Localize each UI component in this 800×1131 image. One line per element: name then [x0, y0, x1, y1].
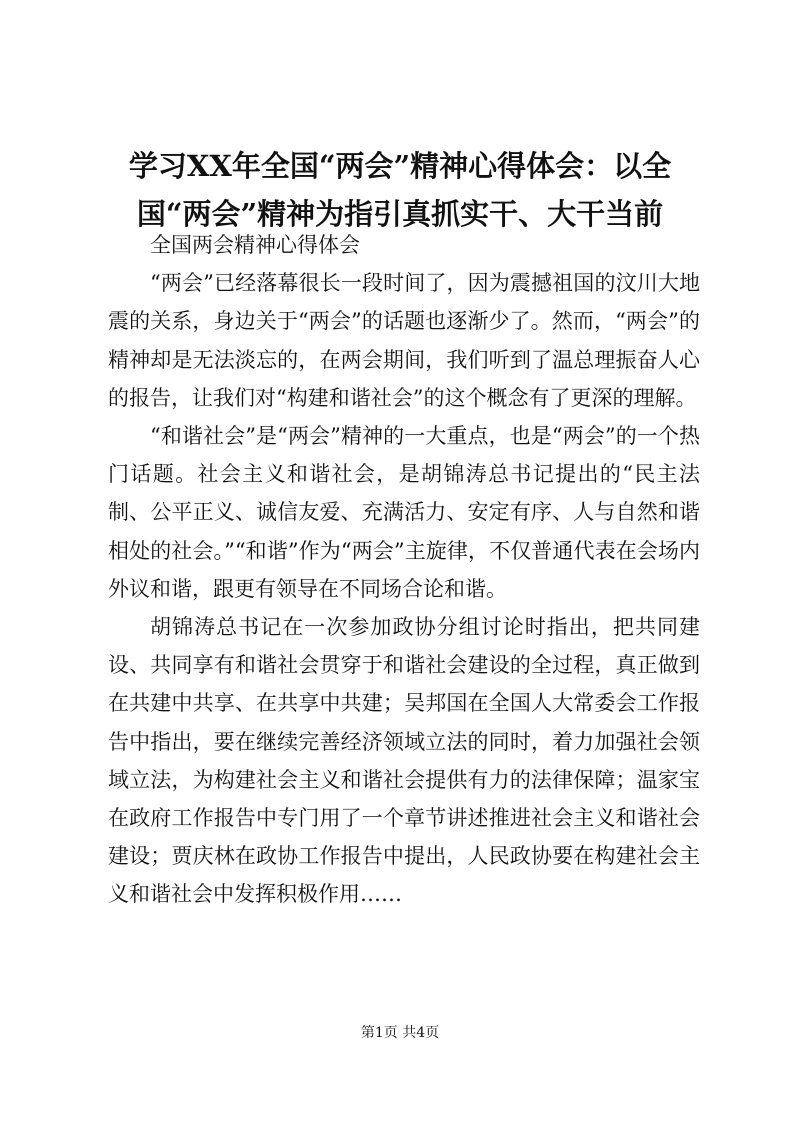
- paragraph-subtitle: 全国两会精神心得体会: [150, 233, 360, 257]
- paragraph: “两会”已经落幕很长一段时间了，因为震撼祖国的汶川大地震的关系，身边关于“两会”的话题也逐渐少了。然而，“两会”的精神却是无法淡忘的，在两会期间，我们听到了温总理振奋人心的报告，让我们对“构建和谐社会”的这个概念有了更深的理解。: [108, 271, 700, 410]
- page-number-footer: 第1页 共4页: [360, 1025, 440, 1041]
- paragraph: “和谐社会”是“两会”精神的一大重点，也是“两会”的一个热门话题。社会主义和谐社会，是胡锦涛总书记提出的“民主法制、公平正义、诚信友爱、充满活力、安定有序、人与自然和谐相处的社会。”“和谐”作为“两会”主旋律，不仅普通代表在会场内外议和谐，跟更有领导在不同场合论和谐。: [108, 424, 700, 601]
- document-title: 学习XX年全国“两会”精神心得体会：以全国“两会”精神为指引真抓实干、大干当前: [128, 149, 672, 231]
- document-body: [108, 226, 700, 914]
- paragraph: 胡锦涛总书记在一次参加政协分组讨论时指出，把共同建设、共同享有和谐社会贯穿于和谐社会建设的全过程，真正做到在共建中共享、在共享中共建；吴邦国在全国人大常委会工作报告中指出，要在继续完善经济领域立法的同时，着力加强社会领域立法，为构建社会主义和谐社会提供有力的法律保障；温家宝在政府工作报告中专门用了一个章节讲述推进社会主义和谐社会建设；贾庆林在政协工作报告中提出，人民政协要在构建社会主义和谐社会中发挥积极作用……: [108, 615, 700, 907]
